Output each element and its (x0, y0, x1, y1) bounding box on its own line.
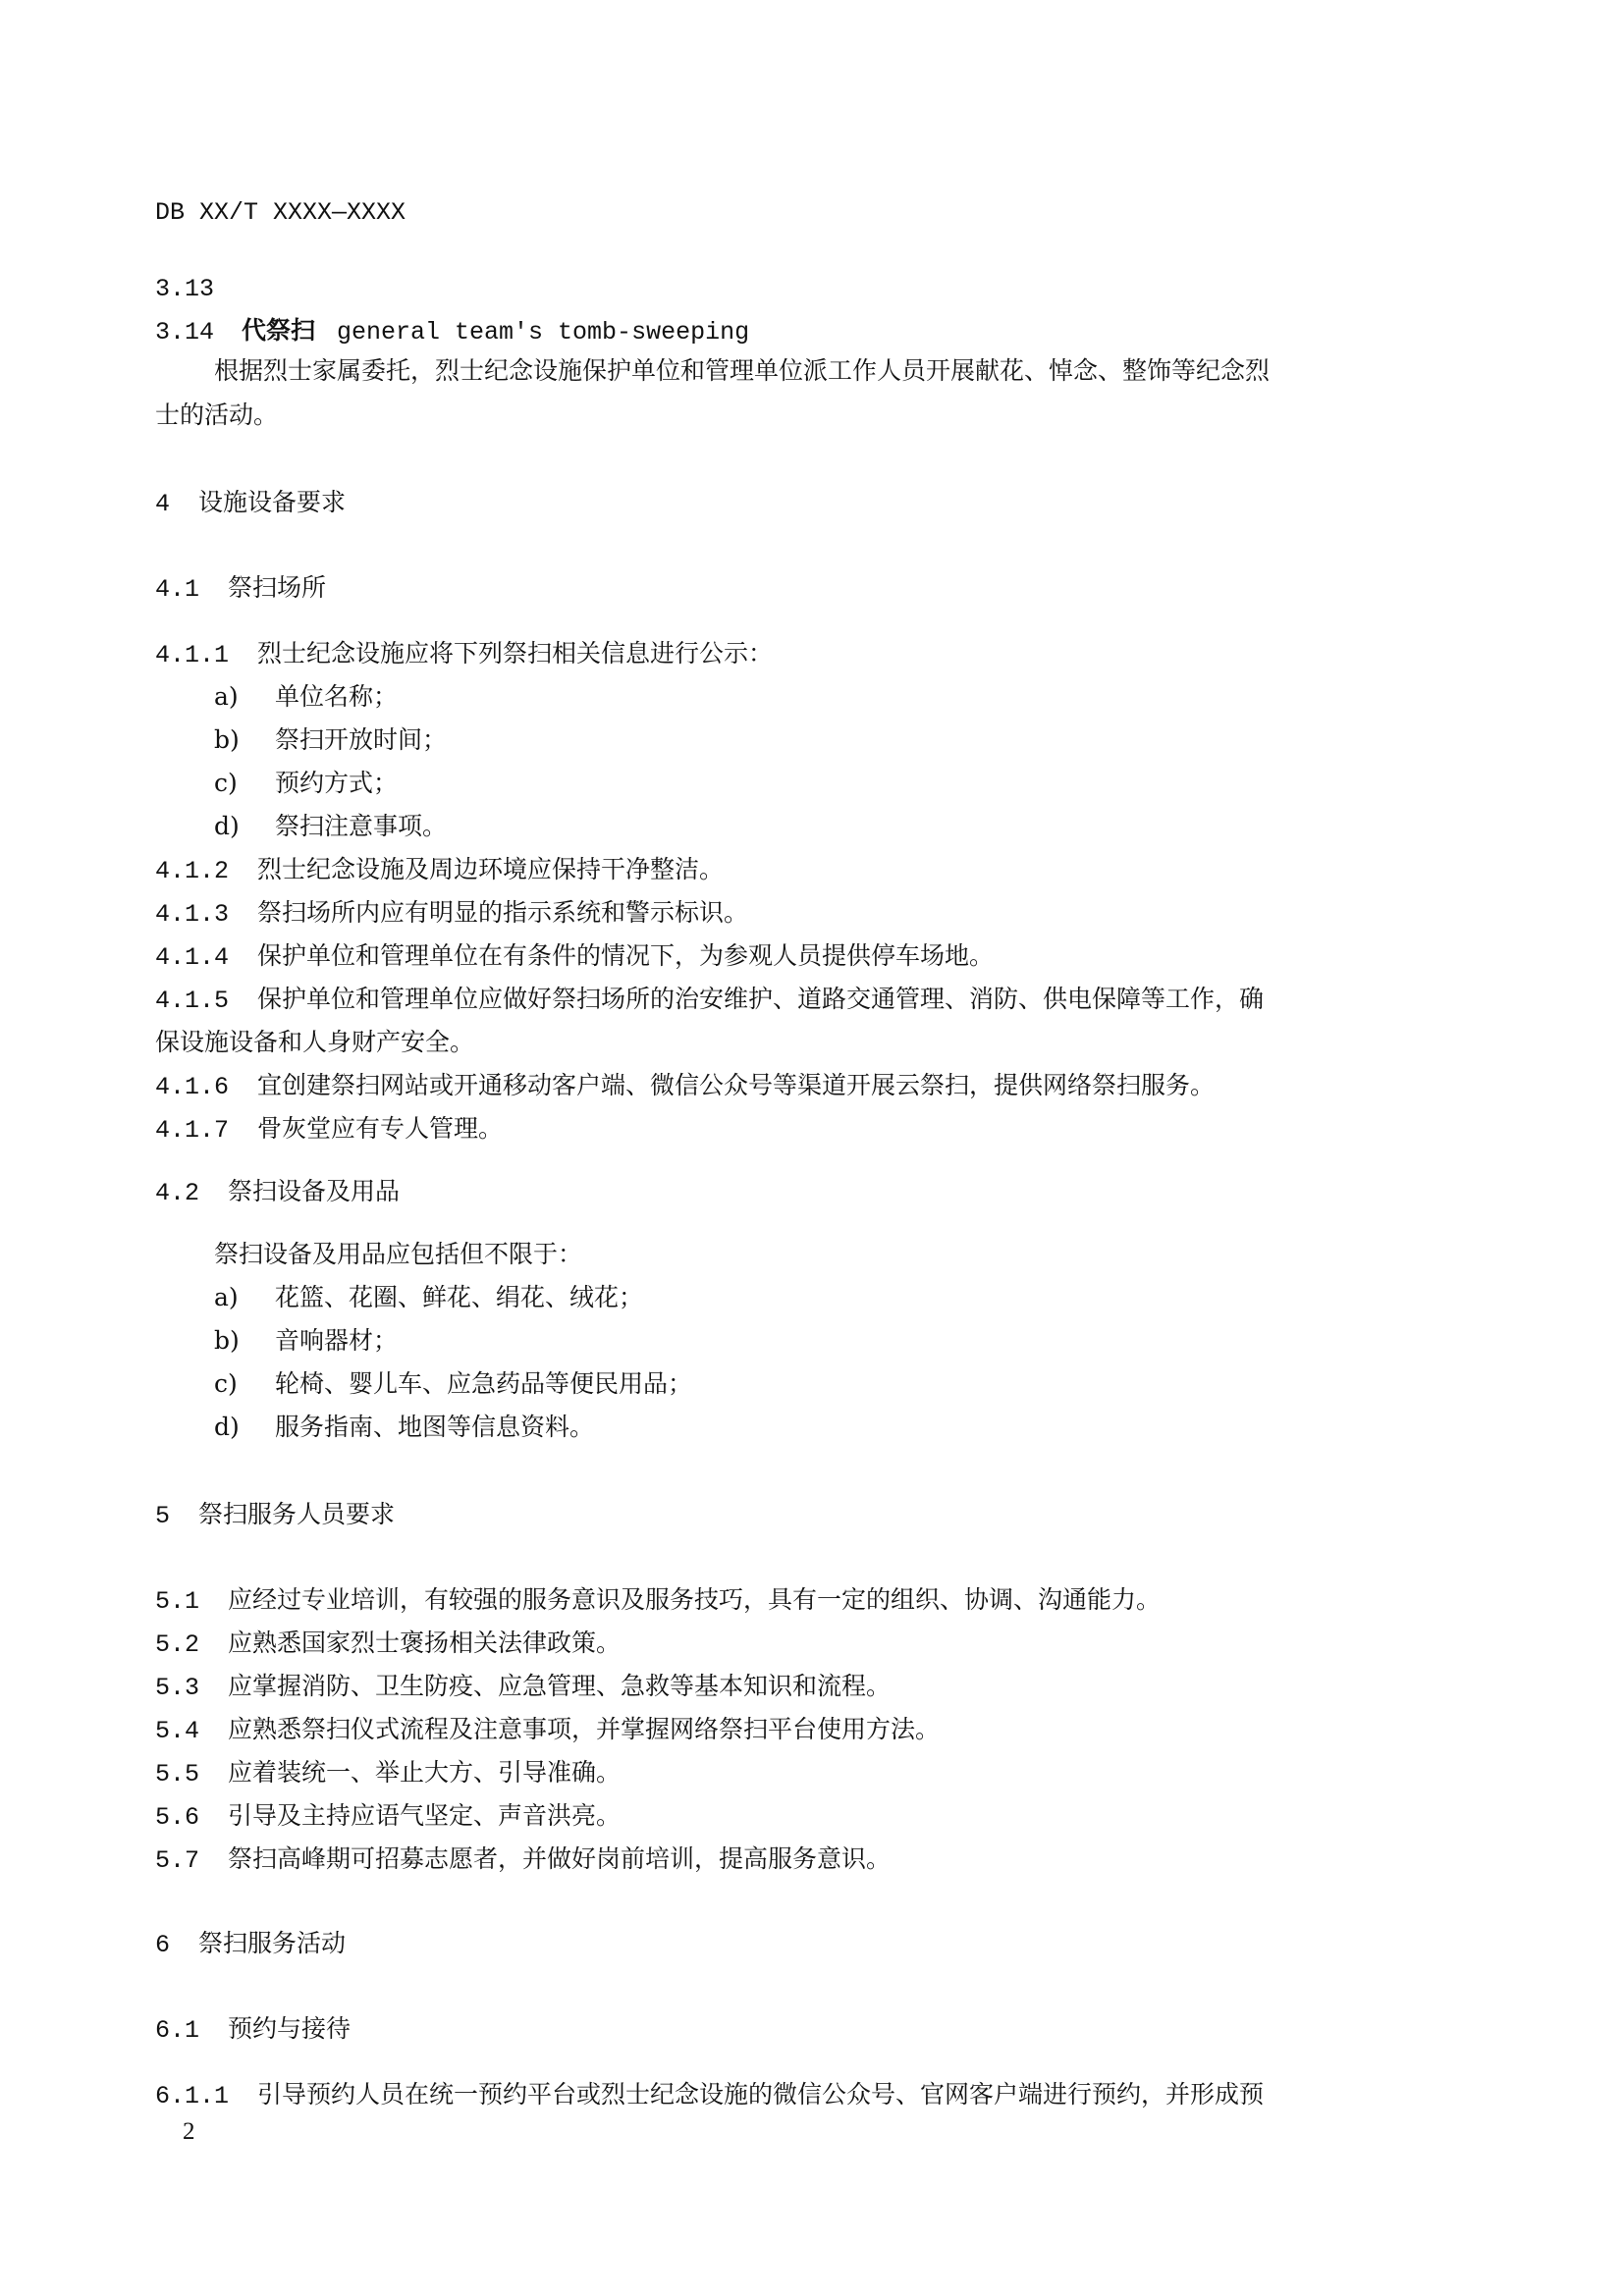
clause-4-1-3: 4.1.3 祭扫场所内应有明显的指示系统和警示标识。 (155, 898, 749, 929)
subsection-number: 4.1 (155, 575, 200, 604)
clause-4-1-6: 4.1.6 宜创建祭扫网站或开通移动客户端、微信公众号等渠道开展云祭扫，提供网络祭扫服务。 (155, 1071, 1216, 1101)
list-item: c) 轮椅、婴儿车、应急药品等便民用品； (214, 1369, 693, 1398)
list-item: d) 祭扫注意事项。 (214, 812, 448, 840)
section-number: 4 (155, 490, 171, 518)
subsection-6-1-heading: 6.1 预约与接待 (155, 2014, 352, 2045)
subsection-title: 祭扫场所 (228, 573, 327, 602)
document-code: DB XX/T XXXX—XXXX (155, 198, 406, 227)
list-item: c) 预约方式； (214, 769, 399, 797)
clause-number: 4.1.1 (155, 641, 230, 669)
section-5-heading: 5 祭扫服务人员要求 (155, 1500, 396, 1530)
section-6-heading: 6 祭扫服务活动 (155, 1929, 347, 1959)
clause-6-1-1: 6.1.1 引导预约人员在统一预约平台或烈士纪念设施的微信公众号、官网客户端进行预约，并形成预 (155, 2080, 1265, 2110)
clause-4-1-1 (155, 637, 773, 672)
clause-5-4: 5.4 应熟悉祭扫仪式流程及注意事项，并掌握网络祭扫平台使用方法。 (155, 1715, 941, 1745)
clause-5-6: 5.6 引导及主持应语气坚定、声音洪亮。 (155, 1801, 622, 1832)
term-definition-line2: 士的活动。 (155, 400, 279, 429)
clause-5-1: 5.1 应经过专业培训，有较强的服务意识及服务技巧，具有一定的组织、协调、沟通能力。 (155, 1585, 1162, 1616)
subsection-4-1-heading (155, 571, 326, 607)
term-number: 3.13 (155, 275, 215, 303)
term-3-14-heading (155, 314, 749, 349)
list-item: a) 单位名称； (214, 682, 399, 711)
term-definition-line1: 根据烈士家属委托，烈士纪念设施保护单位和管理单位派工作人员开展献花、悼念、整饰等纪念烈 (214, 356, 1271, 385)
clause-4-1-4: 4.1.4 保护单位和管理单位在有条件的情况下，为参观人员提供停车场地。 (155, 941, 995, 972)
clause-4-1-5: 4.1.5 保护单位和管理单位应做好祭扫场所的治安维护、道路交通管理、消防、供电保障等工作，确 (155, 985, 1265, 1015)
clause-4-1-7: 4.1.7 骨灰堂应有专人管理。 (155, 1114, 504, 1145)
clause-5-2: 5.2 应熟悉国家烈士褒扬相关法律政策。 (155, 1629, 622, 1659)
term-title-cn: 代祭扫 (242, 316, 316, 345)
term-title-en: general team's tomb-sweeping (337, 318, 750, 347)
list-item: d) 服务指南、地图等信息资料。 (214, 1413, 595, 1441)
subsection-4-2-heading: 4.2 祭扫设备及用品 (155, 1177, 401, 1207)
section-4-heading (155, 486, 346, 521)
page-number: 2 (183, 2118, 195, 2145)
section-title: 设施设备要求 (198, 488, 347, 516)
list-item: b) 祭扫开放时间； (214, 725, 448, 754)
term-number: 3.14 (155, 318, 215, 347)
list-item: b) 音响器材； (214, 1326, 399, 1355)
clause-5-3: 5.3 应掌握消防、卫生防疫、应急管理、急救等基本知识和流程。 (155, 1672, 892, 1702)
clause-4-1-5-continued: 保设施设备和人身财产安全。 (155, 1028, 475, 1056)
list-item: a) 花篮、花圈、鲜花、绢花、绒花； (214, 1283, 644, 1311)
clause-text: 烈士纪念设施应将下列祭扫相关信息进行公示： (257, 639, 774, 667)
subsection-intro: 祭扫设备及用品应包括但不限于： (214, 1240, 583, 1268)
clause-5-7: 5.7 祭扫高峰期可招募志愿者，并做好岗前培训，提高服务意识。 (155, 1844, 892, 1875)
term-3-13 (155, 271, 214, 306)
clause-4-1-2: 4.1.2 烈士纪念设施及周边环境应保持干净整洁。 (155, 855, 725, 885)
clause-5-5: 5.5 应着装统一、举止大方、引导准确。 (155, 1758, 622, 1789)
